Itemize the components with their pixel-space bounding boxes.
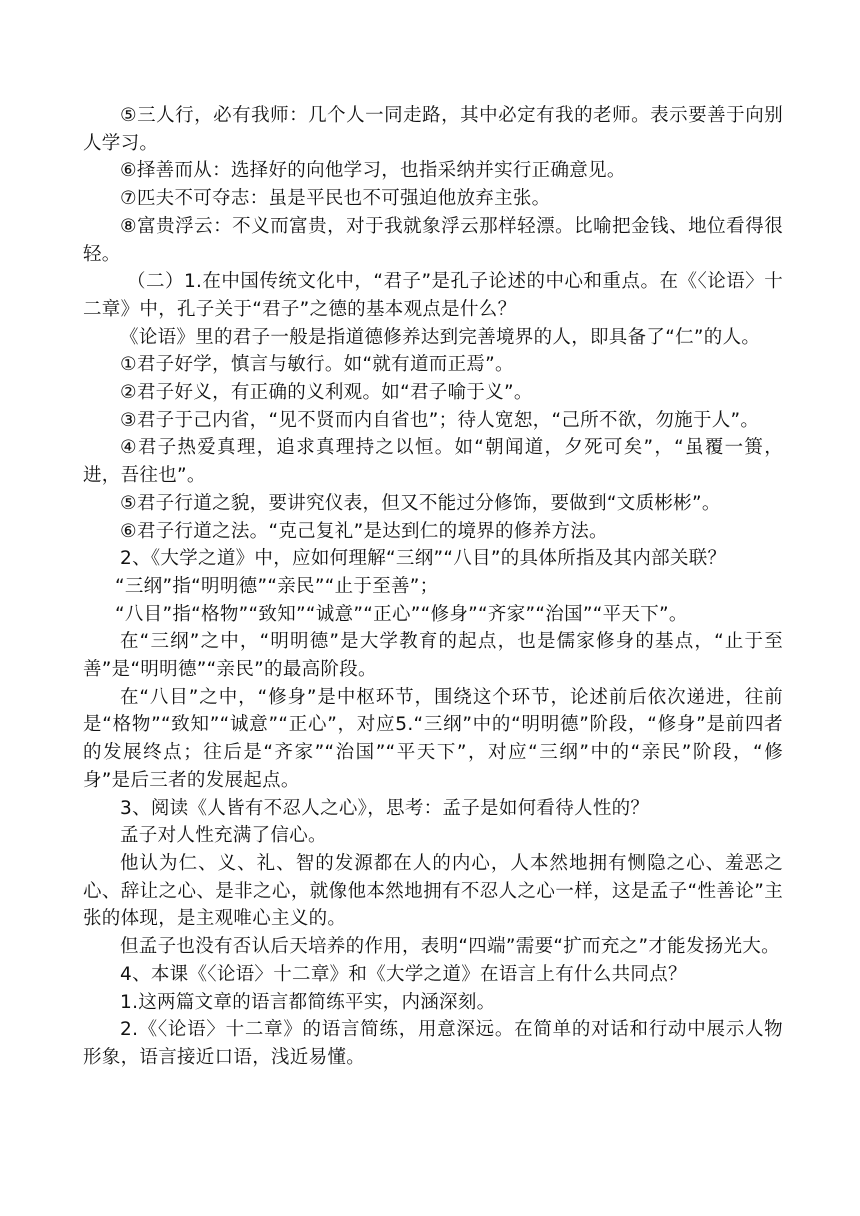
answer-3-detail: 他认为仁、义、礼、智的发源都在人的内心，人本然地拥有恻隐之心、羞恶之心、辞让之心、是非之心，就像他本然地拥有不忍人之心一样，这是孟子“性善论”主张的体现，是主观唯心主义的。 xyxy=(83,852,783,930)
question-2: 2、《大学之道》中，应如何理解“三纲”“八目”的具体所指及其内部关联？ xyxy=(120,548,727,570)
answer-2-three-principles: “三纲”指“明明德”“亲民”“止于至善”； xyxy=(115,575,439,597)
answer-1-intro: 《论语》里的君子一般是指道德修养达到完善境界的人，即具备了“仁”的人。 xyxy=(120,326,761,348)
answer-1-point-4: ④君子热爱真理，追求真理持之以恒。如“朝闻道，夕死可矣”，“虽覆一篑，进，吾往也”。 xyxy=(83,437,783,487)
answer-2-relation-2: 在“八目”之中，“修身”是中枢环节，围绕这个环节，论述前后依次递进，往前是“格物”“致知”“诚意”“正心”，对应5.“三纲”中的“明明德”阶段，“修身”是前四者的发展终点；往后是“齐家”“治国”“平天下”，对应“三纲”中的“亲民”阶段，“修身”是后三者的发展起点。 xyxy=(83,686,783,791)
answer-3-cultivation: 但孟子也没有否认后天培养的作用，表明“四端”需要“扩而充之”才能发扬光大。 xyxy=(120,936,780,958)
answer-1-point-5: ⑤君子行道之貌，要讲究仪表，但又不能过分修饰，要做到“文质彬彬”。 xyxy=(120,492,721,514)
answer-1-point-3: ③君子于己内省，“见不贤而内自省也”；待人宽恕，“己所不欲，勿施于人”。 xyxy=(120,409,760,431)
answer-2-eight-items: “八目”指“格物”“致知”“诚意”“正心”“修身”“齐家”“治国”“平天下”。 xyxy=(115,603,688,625)
paragraph-proverb-7: ⑦匹夫不可夺志：虽是平民也不可强迫他放弃主张。 xyxy=(120,188,551,210)
paragraph-proverb-5: ⑤三人行，必有我师：几个人一同走路，其中必定有我的老师。表示要善于向别人学习。 xyxy=(83,105,783,154)
answer-1-point-1: ①君子好学，慎言与敏行。如“就有道而正焉”。 xyxy=(120,354,514,376)
answer-4-point-2: 2.《〈论语〉十二章》的语言简练，用意深远。在简单的对话和行动中展示人物形象，语言接近口语，浅近易懂。 xyxy=(83,1019,783,1068)
answer-1-point-2: ②君子好义，有正确的义利观。如“君子喻于义”。 xyxy=(120,382,533,404)
question-4: 4、本课《〈论语〉十二章》和《大学之道》在语言上有什么共同点？ xyxy=(120,963,687,985)
question-1: （二）1.在中国传统文化中，“君子”是孔子论述的中心和重点。在《〈论语〉十二章》中，孔子关于“君子”之德的基本观点是什么？ xyxy=(83,271,783,320)
answer-2-relation-1: 在“三纲”之中，“明明德”是大学教育的起点，也是儒家修身的基点，“止于至善”是“明明德”“亲民”的最高阶段。 xyxy=(83,631,783,681)
answer-3-summary: 孟子对人性充满了信心。 xyxy=(120,825,327,847)
question-3: 3、阅读《人皆有不忍人之心》，思考：孟子是如何看待人性的？ xyxy=(120,797,650,819)
paragraph-proverb-8: ⑧富贵浮云：不义而富贵，对于我就象浮云那样轻漂。比喻把金钱、地位看得很轻。 xyxy=(83,215,783,265)
answer-1-point-6: ⑥君子行道之法。“克己复礼”是达到仁的境界的修养方法。 xyxy=(120,520,608,542)
document-body xyxy=(83,102,783,1072)
paragraph-proverb-6: ⑥择善而从：选择好的向他学习，也指采纳并实行正确意见。 xyxy=(120,160,626,182)
answer-4-point-1: 1.这两篇文章的语言都简练平实，内涵深刻。 xyxy=(120,991,496,1013)
